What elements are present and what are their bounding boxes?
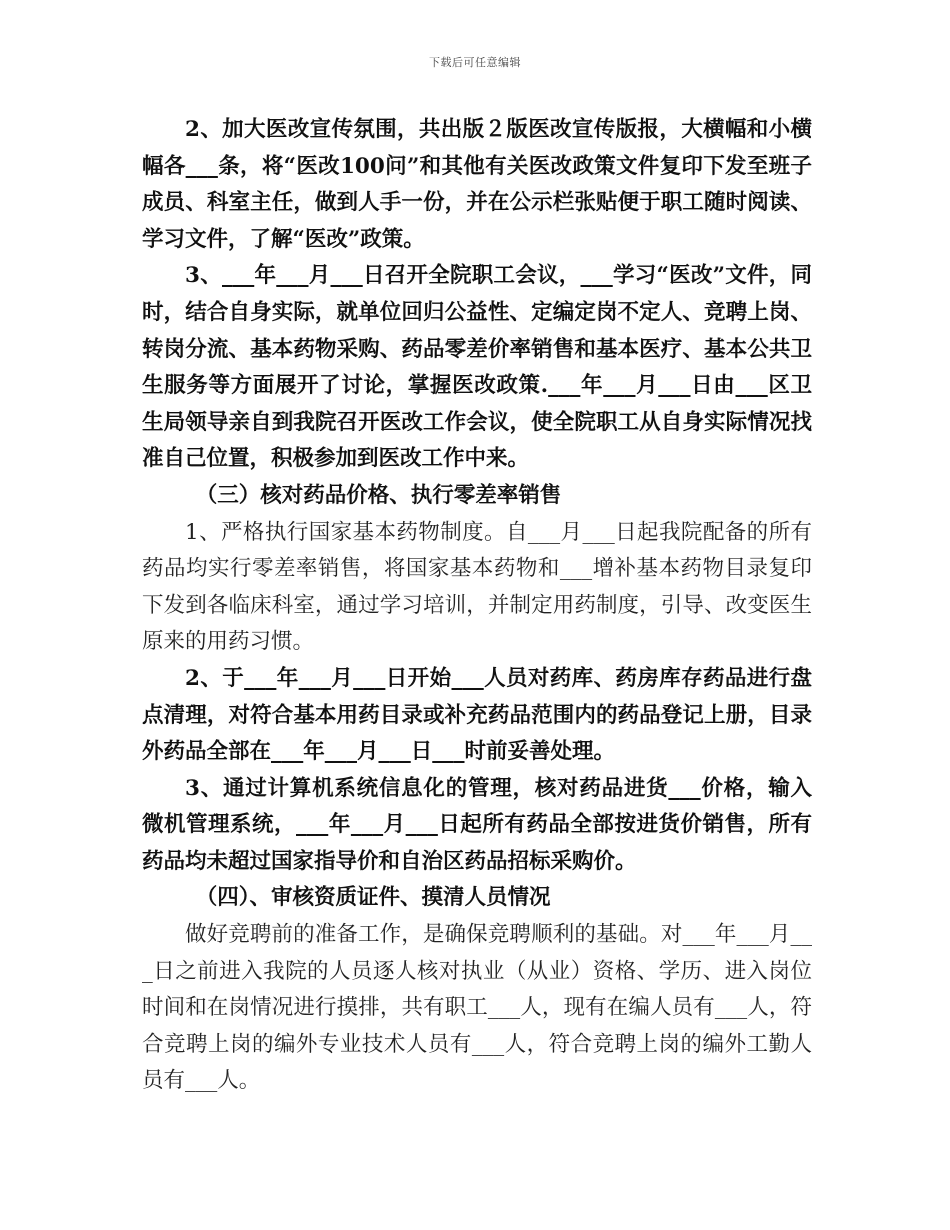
section-heading-drug-pricing: （三）核对药品价格、执行零差率销售 <box>195 482 562 508</box>
paragraph-staff-meeting: 3、___年___月___日召开全院职工会议，___学习“医改”文件，同时，结合自身实际，就单位回归公益性、定编定岗不定人、竞聘上岗、转岗分流、基本药物采购、药品零差价率销售和基本医疗、基本公共卫生服务等方面展开了讨论，掌握医改政策.___年___月___日由___区卫生局领导亲自到我院召开医改工作会议，使全院职工从自身实际情况找准自己位置，积极参加到医改工作中来。 <box>142 263 812 472</box>
document-body <box>142 112 812 1100</box>
paragraph-inventory: 2、于___年___月___日开始___人员对药库、药房库存药品进行盘点清理，对符合基本用药目录或补充药品范围内的药品登记上册，目录外药品全部在___年___月___日___时前妥善处理。 <box>142 665 812 765</box>
section-heading-qualifications: （四）、审核资质证件、摸清人员情况 <box>195 885 551 911</box>
page-header: 下载后可任意编辑 <box>429 56 521 69</box>
paragraph-essential-drugs: 1、严格执行国家基本药物制度。自___月___日起我院配备的所有药品均实行零差率销售，将国家基本药物和___增补基本药物目录复印下发到各临床科室，通过学习培训，并制定用药制度，引导、改变医生原来的用药习惯。 <box>142 519 812 655</box>
paragraph-staff-review: 做好竞聘前的准备工作，是确保竞聘顺利的基础。对___年___月___日之前进入我院的人员逐人核对执业（从业）资格、学历、进入岗位时间和在岗情况进行摸排，共有职工___人，现有在编人员有___人，符合竞聘上岗的编外专业技术人员有___人，符合竞聘上岗的编外工勤人员有___人。 <box>142 922 812 1094</box>
paragraph-computer-system: 3、通过计算机系统信息化的管理，核对药品进货___价格，输入微机管理系统，___年___月___日起所有药品全部按进货价销售，所有药品均未超过国家指导价和自治区药品招标采购价。 <box>142 775 812 874</box>
paragraph-publicity: 2、加大医改宣传氛围，共出版２版医改宣传版报，大横幅和小横幅各___条，将“医改100问”和其他有关医改政策文件复印下发至班子成员、科室主任，做到人手一份，并在公示栏张贴便于职工随时阅读、学习文件，了解“医改”政策。 <box>142 117 812 252</box>
